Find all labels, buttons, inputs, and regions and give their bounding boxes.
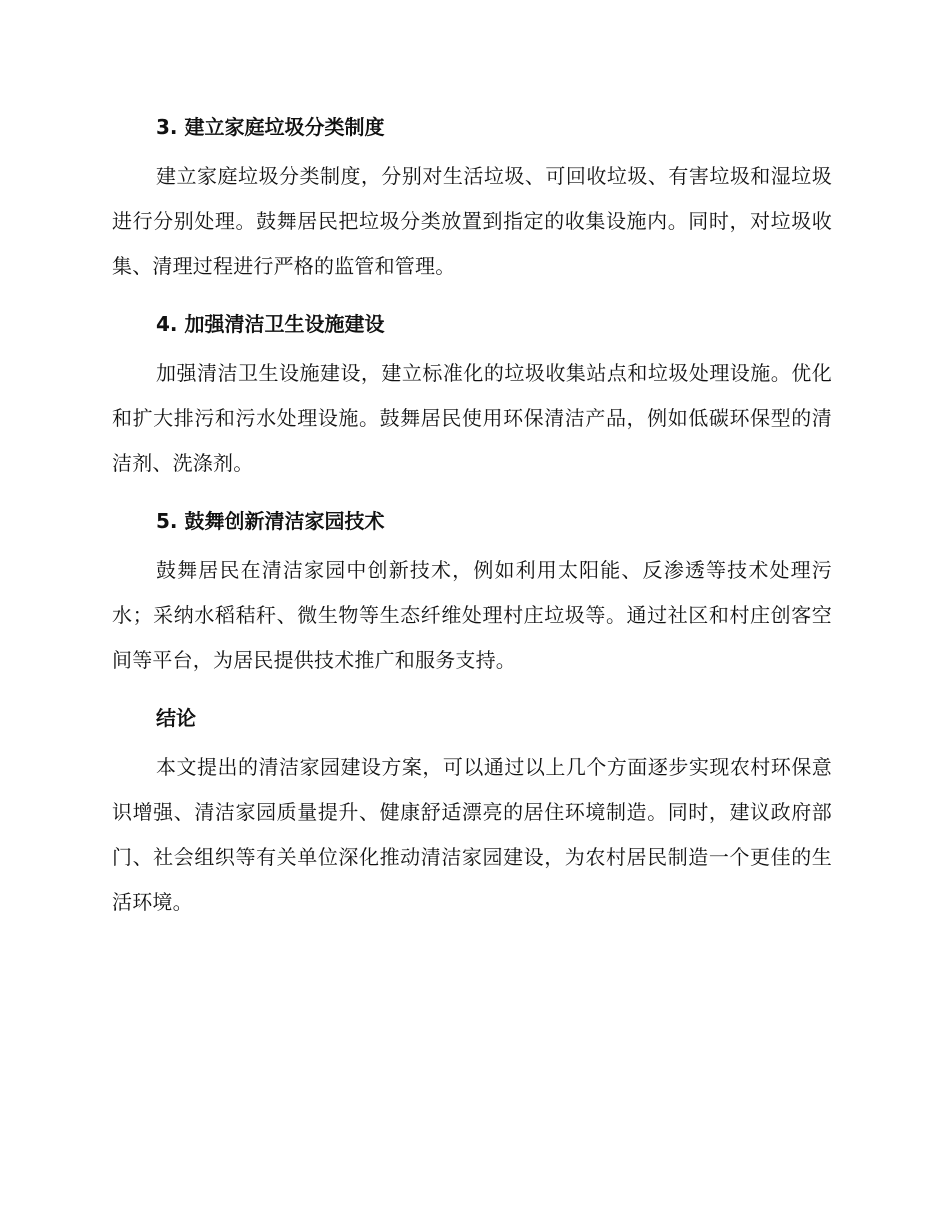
section-paragraph: 建立家庭垃圾分类制度，分别对生活垃圾、可回收垃圾、有害垃圾和湿垃圾进行分别处理。鼓舞居民把垃圾分类放置到指定的收集设施内。同时，对垃圾收集、清理过程进行严格的监管和管理。 xyxy=(112,164,832,278)
section-paragraph: 加强清洁卫生设施建设，建立标准化的垃圾收集站点和垃圾处理设施。优化和扩大排污和污水处理设施。鼓舞居民使用环保清洁产品，例如低碳环保型的清洁剂、洗涤剂。 xyxy=(112,361,832,475)
section-paragraph: 鼓舞居民在清洁家园中创新技术，例如利用太阳能、反渗透等技术处理污水；采纳水稻秸秆、微生物等生态纤维处理村庄垃圾等。通过社区和村庄创客空间等平台，为居民提供技术推广和服务支持。 xyxy=(112,558,832,672)
section-sanitation-facilities xyxy=(112,301,832,486)
section-heading: 5. 鼓舞创新清洁家园技术 xyxy=(156,509,385,533)
section-heading: 4. 加强清洁卫生设施建设 xyxy=(156,312,385,336)
section-household-sorting xyxy=(112,104,832,289)
section-conclusion xyxy=(112,695,832,925)
section-paragraph: 本文提出的清洁家园建设方案，可以通过以上几个方面逐步实现农村环保意识增强、清洁家园质量提升、健康舒适漂亮的居住环境制造。同时，建议政府部门、社会组织等有关单位深化推动清洁家园建设，为农村居民制造一个更佳的生活环境。 xyxy=(112,755,832,914)
section-heading: 3. 建立家庭垃圾分类制度 xyxy=(156,115,385,139)
section-heading: 结论 xyxy=(156,706,196,730)
document-content xyxy=(112,104,832,937)
section-innovation-tech xyxy=(112,498,832,683)
